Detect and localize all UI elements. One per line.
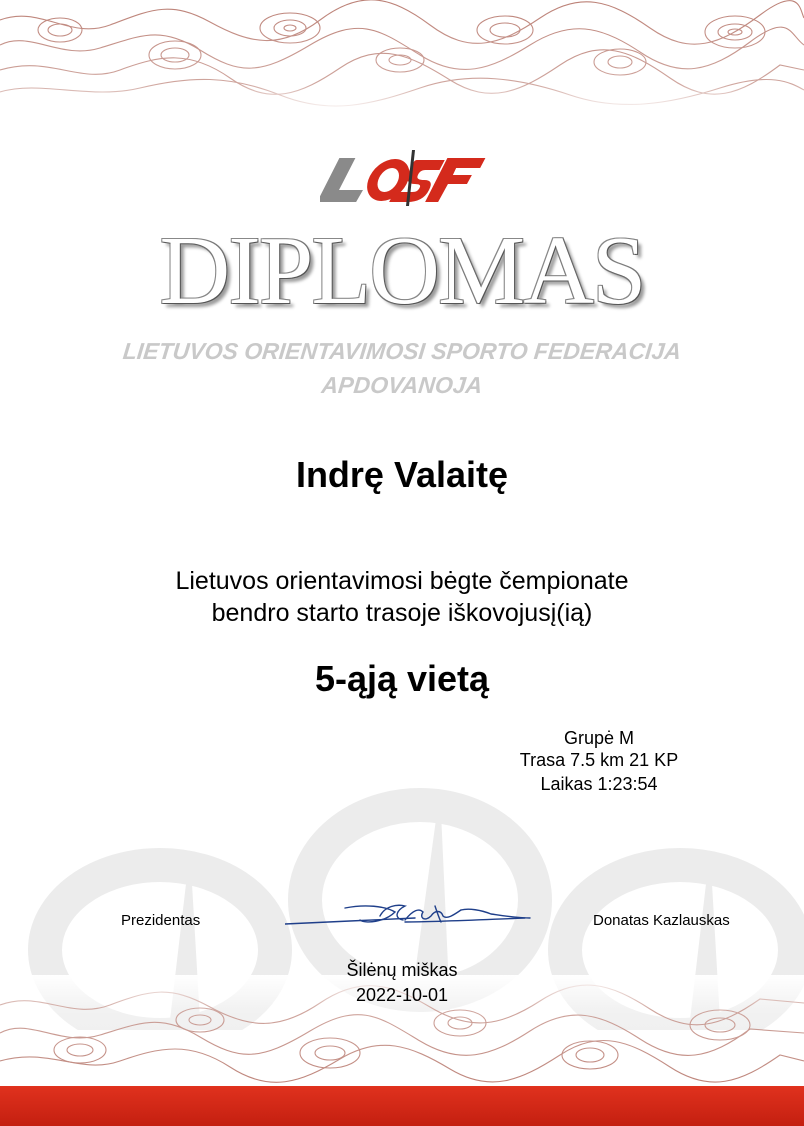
description-line-1: Lietuvos orientavimosi bėgte čempionate: [175, 567, 629, 595]
bottom-red-band: [0, 1086, 804, 1126]
place-achieved: 5-ąją vietą: [314, 658, 490, 699]
diploma-title: DIPLOMAS: [159, 217, 645, 325]
signature-image: [285, 896, 535, 932]
awards-label: APDOVANOJA: [320, 372, 484, 398]
description-line-2: bendro starto trasoje iškovojusį(ią): [211, 599, 593, 627]
losf-logo-icon: [320, 150, 490, 206]
recipient-name: Indrę Valaitę: [295, 454, 509, 495]
event-location: Šilėnų miškas: [346, 960, 458, 980]
top-contour-pattern: [0, 0, 804, 112]
group-info: Grupė M: [563, 728, 635, 748]
event-date: 2022-10-01: [355, 985, 449, 1005]
time-info: Laikas 1:23:54: [540, 774, 658, 794]
federation-name: LIETUVOS ORIENTAVIMOSI SPORTO FEDERACIJA: [121, 338, 683, 364]
signatory-name: Donatas Kazlauskas: [593, 912, 730, 929]
signatory-title: Prezidentas: [121, 912, 201, 929]
course-info: Trasa 7.5 km 21 KP: [519, 750, 679, 770]
